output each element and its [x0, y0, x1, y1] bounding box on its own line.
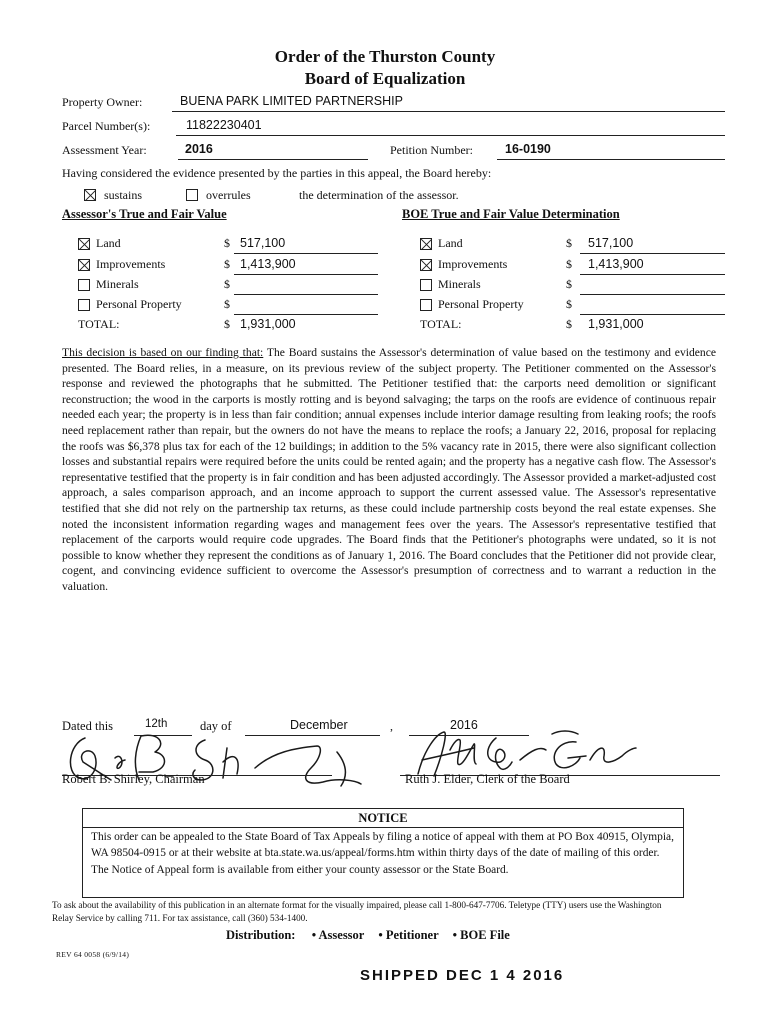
boe-minerals-checkbox[interactable]	[420, 279, 432, 291]
boe-minerals-underline	[580, 294, 725, 295]
assessor-land-currency: $	[224, 236, 230, 250]
boe-land-currency: $	[566, 236, 572, 250]
assessor-land-checkbox[interactable]	[78, 238, 90, 250]
distribution-petitioner: • Petitioner	[378, 928, 439, 942]
assessor-improvements-underline	[234, 274, 378, 275]
assessor-personal-property-underline	[234, 314, 378, 315]
assessor-improvements-checkbox[interactable]	[78, 259, 90, 271]
owner-value: BUENA PARK LIMITED PARTNERSHIP	[180, 94, 403, 108]
dated-label: Dated this	[62, 719, 114, 733]
dated-comma: ,	[390, 719, 393, 733]
form-revision: REV 64 0058 (6/9/14)	[56, 950, 130, 959]
distribution-assessor: • Assessor	[311, 928, 365, 942]
dated-year: 2016	[450, 718, 478, 732]
assessor-personal-property-checkbox[interactable]	[78, 299, 90, 311]
assessor-land-label: Land	[96, 236, 121, 250]
boe-total-currency: $	[566, 317, 572, 331]
assessor-minerals-underline	[234, 294, 378, 295]
boe-personal-property-currency: $	[566, 297, 572, 311]
dated-month: December	[290, 718, 348, 732]
notice-box	[82, 808, 684, 898]
notice-heading: NOTICE	[83, 809, 683, 828]
determination-tail: the determination of the assessor.	[299, 188, 459, 202]
distribution-line	[226, 928, 510, 943]
assessor-minerals-label: Minerals	[96, 277, 139, 291]
overrules-label: overrules	[206, 188, 251, 202]
clerk-name: Ruth J. Elder, Clerk of the Board	[405, 772, 570, 786]
assessor-total-label: TOTAL:	[78, 317, 120, 331]
petition-label: Petition Number:	[390, 143, 473, 157]
assessor-personal-property-currency: $	[224, 297, 230, 311]
assessor-improvements-label: Improvements	[96, 257, 166, 271]
owner-label: Property Owner:	[62, 95, 143, 109]
boe-improvements-label: Improvements	[438, 257, 508, 271]
determination-intro: Having considered the evidence presented by the parties in this appeal, the Board hereby:	[62, 166, 492, 180]
boe-land-label: Land	[438, 236, 463, 250]
boe-total-label: TOTAL:	[420, 317, 462, 331]
boe-value-heading: BOE True and Fair Value Determination	[402, 207, 620, 221]
overrules-checkbox[interactable]	[186, 189, 198, 201]
document-title-line2: Board of Equalization	[304, 69, 466, 88]
boe-land-underline	[580, 253, 725, 254]
year-value: 2016	[185, 142, 213, 156]
boe-total-value: 1,931,000	[588, 317, 644, 331]
petition-value: 16-0190	[505, 142, 551, 156]
document-title-line1: Order of the Thurston County	[274, 47, 496, 66]
boe-improvements-currency: $	[566, 257, 572, 271]
accessibility-note: To ask about the availability of this publication in an alternate format for the visually impaired, please call 1-800-647-7706. Teletype (TTY) users use the Washington Relay Service by calling 711. For tax assistance, call (360) 534-1400.	[52, 900, 662, 923]
boe-improvements-underline	[580, 274, 725, 275]
parcel-underline	[176, 135, 725, 136]
assessor-improvements-value: 1,413,900	[240, 257, 296, 271]
assessor-land-value: 517,100	[240, 236, 286, 250]
dated-day: 12th	[145, 718, 168, 730]
boe-land-value: 517,100	[588, 236, 634, 250]
boe-personal-property-checkbox[interactable]	[420, 299, 432, 311]
sustains-label: sustains	[104, 188, 143, 202]
boe-personal-property-underline	[580, 314, 725, 315]
assessor-improvements-currency: $	[224, 257, 230, 271]
decision-lead: This decision is based on our finding that:	[62, 346, 264, 359]
boe-minerals-label: Minerals	[438, 277, 481, 291]
boe-land-checkbox[interactable]	[420, 238, 432, 250]
notice-text: This order can be appealed to the State Board of Tax Appeals by filing a notice of appeal with them at PO Box 40915, Olympia, WA 98504-0915 or at their website at bta.state.wa.us/appeal/forms.htm within thirty days of the date of mailing of this order. The Notice of Appeal form is available from either your county assessor or the State Board.	[91, 831, 674, 876]
assessor-minerals-currency: $	[224, 277, 230, 291]
distribution-boe-file: • BOE File	[452, 928, 510, 942]
parcel-label: Parcel Number(s):	[62, 119, 151, 133]
year-underline	[178, 159, 368, 160]
year-label: Assessment Year:	[62, 143, 147, 157]
decision-text: The Board sustains the Assessor's determination of value based on the testimony and evidence presented. The Board relies, in a measure, on its previous review of the subject property. The Petitioner commented on the Assessor's response and reviewed the photographs that he submitted. The Petitioner testified that: the carports need demolition or significant reconstruction; the wood in the carports is mostly rotting and is beyond salvaging; the tarps on the roofs are evidence of continuous repair needed each year; the property is in less than fair condition; annual expenses include interior damage resulting from leaking roofs; the roofs need replacement rather than repair, but the owners do not have the means to replace the roofs; a January 22, 2016, proposal for replacing the roofs was $6,378 plus tax for each of the 12 buildings; in addition to the 5% vacancy rate in 2015, there were also significant collection losses and substantial repairs were required before the units could be rented again; and the property has a negative cash flow. The Assessor's representative testified that the property is in fair condition and has been adjusted accordingly. The Assessor provided a market-adjusted cost approach, a sales comparison approach, and an income approach to support the current assessed value. The Assessor's representative testified that she did not rely on the partnership tax returns, as these could include partnership costs beyond the real estate expenses. She noted the inconsistent information regarding wages and management fees over the years. The Assessor's representative testified that replacement of the carports would require code upgrades. The Board finds that the Petitioner's photographs were undated, so it is not possible to know whether they represent the conditions as of January 1, 2016. The Board concludes that the Petitioner did not provide clear, cogent, and convincing evidence sufficient to overcome the Assessor's presumption of correctness and to warrant a reduction in the valuation.	[62, 346, 716, 593]
sustains-checkbox[interactable]	[84, 189, 96, 201]
boe-improvements-value: 1,413,900	[588, 257, 644, 271]
assessor-total-value: 1,931,000	[240, 317, 296, 331]
shipped-stamp: SHIPPED DEC 1 4 2016	[360, 967, 565, 984]
chairman-name: Robert B. Shirley, Chairman	[62, 772, 205, 786]
owner-underline	[172, 111, 725, 112]
petition-underline	[497, 159, 725, 160]
boe-minerals-currency: $	[566, 277, 572, 291]
decision-paragraph	[62, 345, 716, 595]
boe-personal-property-label: Personal Property	[438, 297, 524, 311]
assessor-personal-property-label: Personal Property	[96, 297, 182, 311]
assessor-land-underline	[234, 253, 378, 254]
assessor-minerals-checkbox[interactable]	[78, 279, 90, 291]
boe-improvements-checkbox[interactable]	[420, 259, 432, 271]
dated-day-of-label: day of	[200, 719, 232, 733]
parcel-value: 11822230401	[186, 118, 262, 132]
distribution-label: Distribution:	[226, 928, 296, 942]
assessor-total-currency: $	[224, 317, 230, 331]
assessor-value-heading: Assessor's True and Fair Value	[62, 207, 227, 221]
